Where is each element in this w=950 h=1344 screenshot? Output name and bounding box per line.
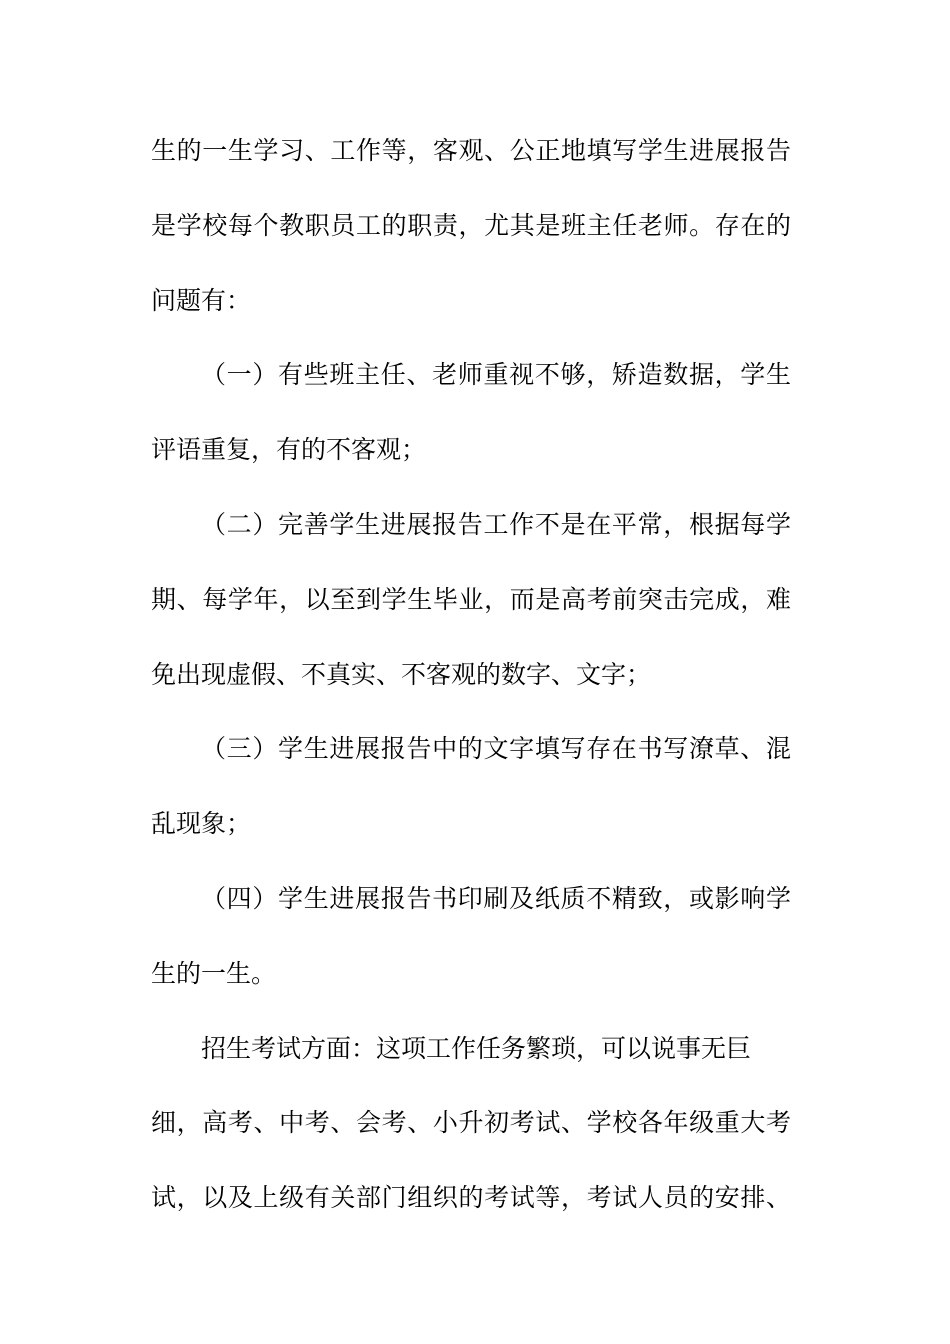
document-body	[151, 114, 791, 1236]
text-line: （一）有些班主任、老师重视不够，矫造数据，学生	[201, 360, 791, 390]
text-line: 评语重复，有的不客观；	[151, 435, 427, 465]
text-line: （四）学生进展报告书印刷及纸质不精致，或影响学	[201, 883, 791, 913]
text-line: 生的一生。	[151, 958, 277, 988]
text-line: 是学校每个教职员工的职责，尤其是班主任老师。存在的	[151, 210, 791, 240]
text-line: 乱现象；	[151, 809, 252, 839]
text-line: 试，以及上级有关部门组织的考试等，考试人员的安排、	[151, 1183, 791, 1213]
text-line: （三）学生进展报告中的文字填写存在书写潦草、混	[201, 734, 791, 764]
text-line: 期、每学年，以至到学生毕业，而是高考前突击完成，难	[151, 584, 791, 614]
text-line: 细，高考、中考、会考、小升初考试、学校各年级重大考	[151, 1108, 791, 1138]
text-line: （二）完善学生进展报告工作不是在平常，根据每学	[201, 509, 791, 539]
text-line: 生的一生学习、工作等，客观、公正地填写学生进展报告	[151, 136, 791, 165]
text-line: 招生考试方面：这项工作任务繁琐，可以说事无巨	[201, 1033, 752, 1063]
text-line: 问题有：	[151, 285, 252, 315]
text-line: 免出现虚假、不真实、不客观的数字、文字；	[151, 659, 652, 689]
